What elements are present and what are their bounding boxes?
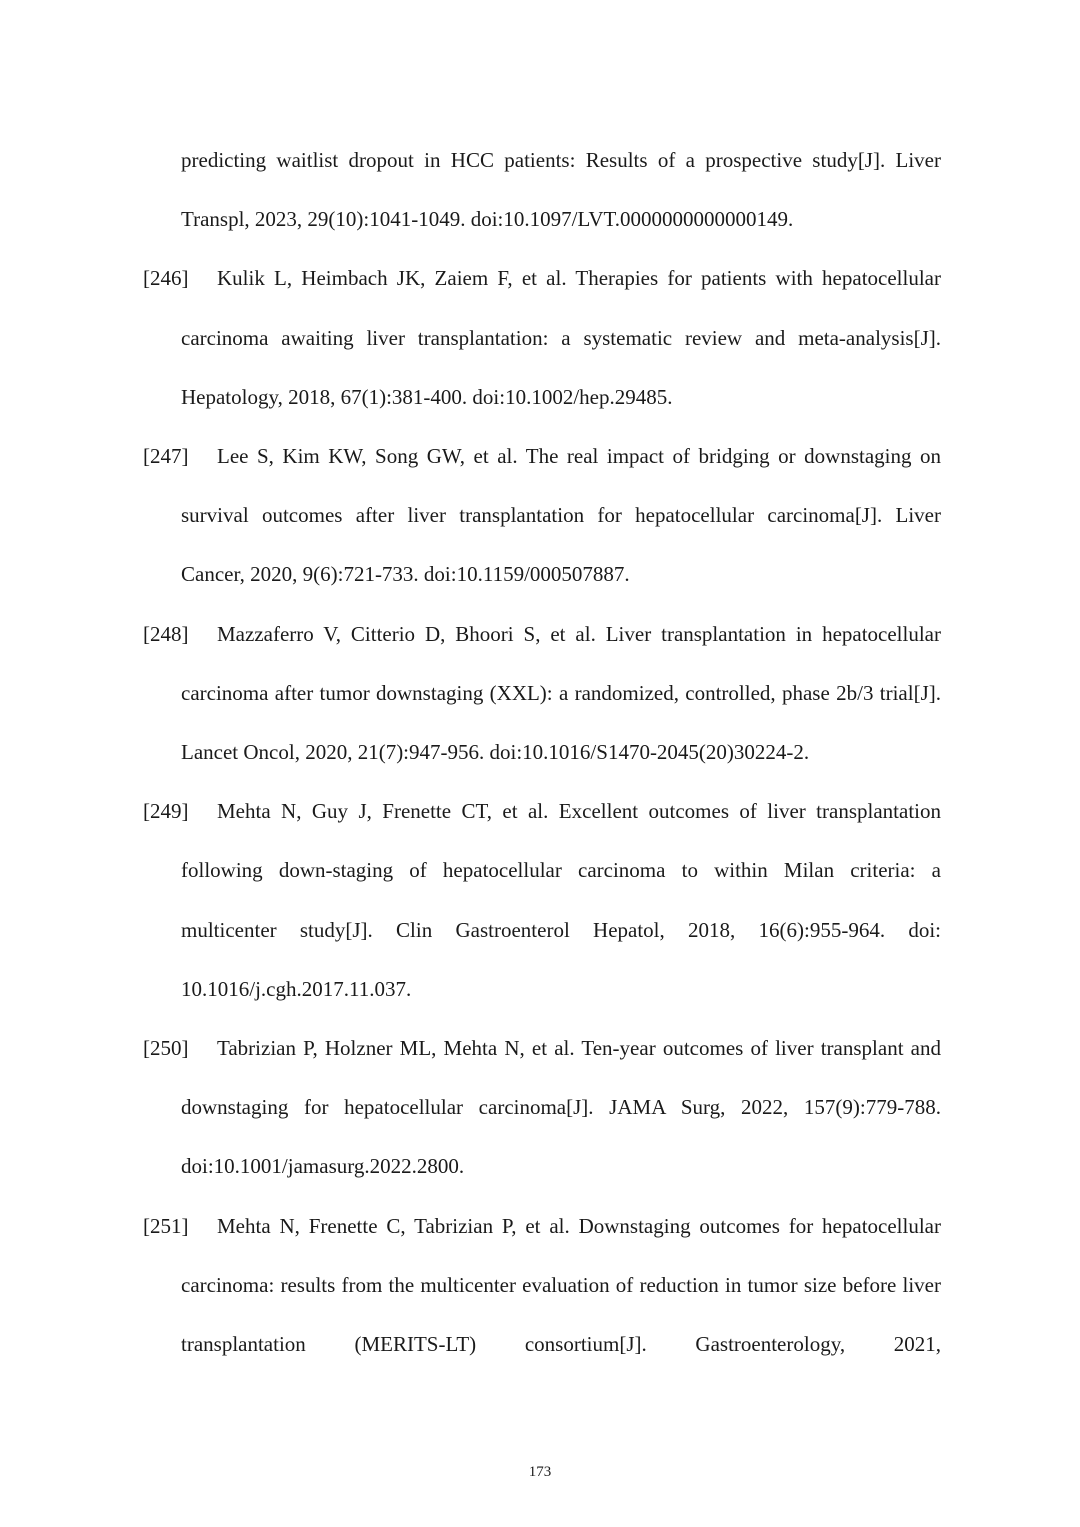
reference-item bbox=[143, 427, 941, 605]
reference-text: Mehta N, Guy J, Frenette CT, et al. Excellent outcomes of liver transplantation following down-staging of hepatocellular carcinoma to within Milan criteria: a multicenter study[J]. Clin Gastroenterol Hepatol, 2018, 16(6):955-964. doi: 10.1016/j.cgh.2017.11.037. bbox=[181, 799, 941, 1001]
reference-text: Kulik L, Heimbach JK, Zaiem F, et al. Therapies for patients with hepatocellular carcinoma awaiting liver transplantation: a systematic review and meta-analysis[J]. Hepatology, 2018, 67(1):381-400. doi:10.1002/hep.29485. bbox=[181, 266, 941, 409]
reference-number: [247] bbox=[143, 444, 189, 469]
reference-item bbox=[143, 1197, 941, 1375]
reference-item bbox=[143, 782, 941, 1019]
reference-item bbox=[143, 1019, 941, 1197]
reference-list bbox=[143, 131, 941, 1374]
reference-item bbox=[143, 249, 941, 427]
page-number: 173 bbox=[528, 1464, 552, 1480]
reference-text: Mehta N, Frenette C, Tabrizian P, et al. Downstaging outcomes for hepatocellular carcinoma: results from the multicenter evaluation of reduction in tumor size before liver transplantation (MERITS-LT) consortium[J]. Gastroenterology, 2021, bbox=[181, 1213, 941, 1357]
reference-number: [251] bbox=[143, 1213, 189, 1238]
reference-text: Lee S, Kim KW, Song GW, et al. The real impact of bridging or downstaging on survival outcomes after liver transplantation for hepatocellular carcinoma[J]. Liver Cancer, 2020, 9(6):721-733. doi:10.1159/000507887. bbox=[181, 444, 941, 587]
reference-number: [249] bbox=[143, 799, 189, 824]
reference-number: [246] bbox=[143, 266, 189, 291]
reference-item bbox=[143, 605, 941, 783]
reference-text: predicting waitlist dropout in HCC patients: Results of a prospective study[J]. Liver Transpl, 2023, 29(10):1041-1049. doi:10.1097/LVT.0000000000000149. bbox=[181, 148, 941, 232]
reference-number: [248] bbox=[143, 621, 189, 646]
reference-text: Tabrizian P, Holzner ML, Mehta N, et al. Ten-year outcomes of liver transplant and downstaging for hepatocellular carcinoma[J]. JAMA Surg, 2022, 157(9):779-788. doi:10.1001/jamasurg.2022.2800. bbox=[181, 1036, 941, 1179]
reference-number: [250] bbox=[143, 1036, 189, 1061]
reference-text: Mazzaferro V, Citterio D, Bhoori S, et al. Liver transplantation in hepatocellular carcinoma after tumor downstaging (XXL): a randomized, controlled, phase 2b/3 trial[J]. Lancet Oncol, 2020, 21(7):947-956. doi:10.1016/S1470-2045(20)30224-2. bbox=[181, 621, 941, 765]
reference-item bbox=[143, 131, 941, 249]
